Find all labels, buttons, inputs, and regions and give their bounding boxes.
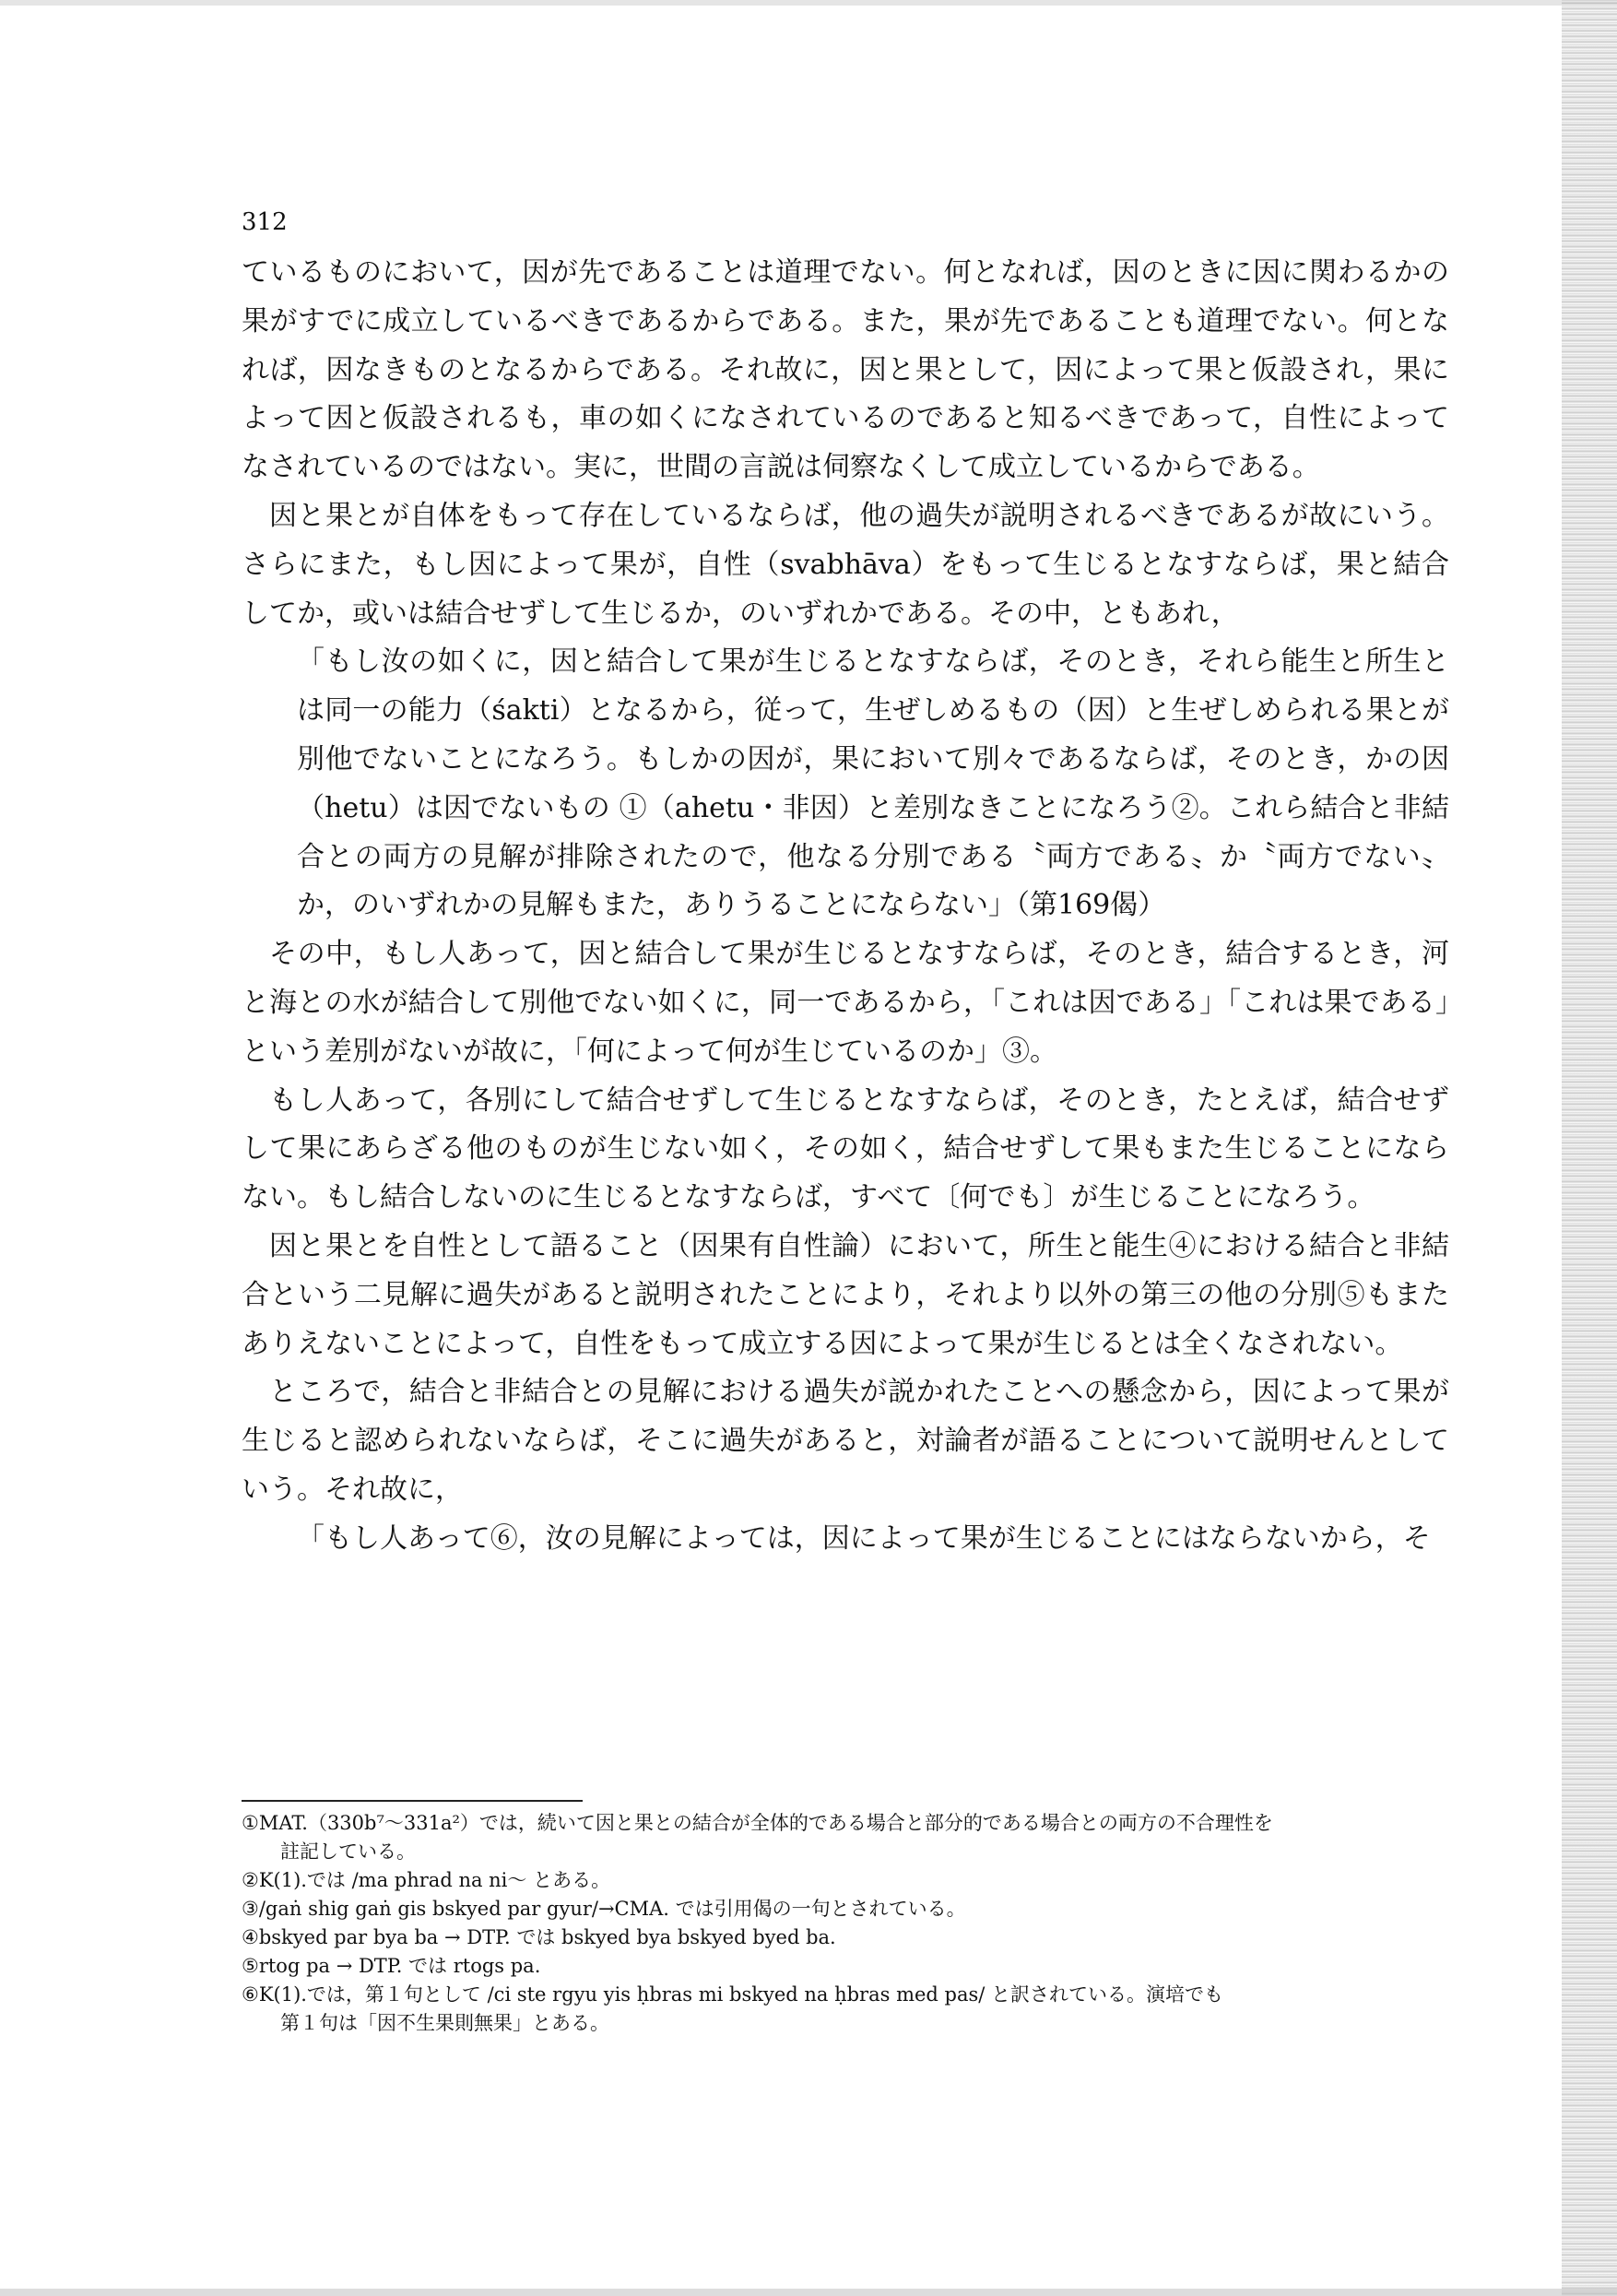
footnote: ④bskyed par bya ba → DTP. では bskyed bya bskyed byed ba. [242,1926,836,1948]
footnote: ⑤rtog pa → DTP. では rtogs pa. [242,1955,541,1977]
body-paragraph: 因と果とが自体をもって存在しているならば，他の過失が説明されるべきであるが故にいう。さらにまた，もし因によって果が，自性（svabhāva）をもって生じるとなすならば，果と結合してか，或いは結合せずして生じるか，のいずれかである。その中，ともあれ， [242,499,1449,630]
page-number: 312 [242,208,288,236]
body-paragraph: 因と果とを自性として語ること（因果有自性論）において，所生と能生④における結合と非結合という二見解に過失があると説明されたことにより，それより以外の第三の他の分別⑤もまたありえないことによって，自性をもって成立する因によって果が生じるとは全くなされない。 [242,1229,1449,1360]
body-paragraph: もし人あって，各別にして結合せずして生じるとなすならば，そのとき，たとえば，結合せずして果にあらざる他のものが生じない如く，その如く，結合せずして果もまた生じることにならない。もし結合しないのに生じるとなすならば，すべて〔何でも〕が生じることになろう。 [242,1083,1449,1214]
footnote: ③/gaṅ shig gaṅ gis bskyed par gyur/→CMA. では引用偈の一句とされている。 [242,1898,966,1920]
body-paragraph: ているものにおいて，因が先であることは道理でない。何となれば，因のときに因に関わるかの果がすでに成立しているべきであるからである。また，果が先であることも道理でない。何となれば，因なきものとなるからである。それ故に，因と果として，因によって果と仮設され，果によって因と仮設されるも，車の如くになされているのであると知るべきであって，自性によってなされているのではない。実に，世間の言説は伺察なくして成立しているからである。 [242,256,1449,484]
verse-quote: 「もし人あって⑥，汝の見解によっては，因によって果が生じることにはならないから，そ [297,1521,1431,1555]
body-paragraph: ところで，結合と非結合との見解における過失が説かれたことへの懸念から，因によって果が生じると認められないならば，そこに過失があると，対論者が語ることについて説明せんとしていう。それ故に， [242,1376,1449,1506]
footnote: 第１句は「因不生果則無果」とある。 [280,2012,609,2034]
footnote: 註記している。 [280,1840,416,1863]
scan-border-top [0,0,1617,6]
verse-quote: 「もし汝の如くに，因と結合して果が生じるとなすならば，そのとき，それら能生と所生とは同一の能力（śakti）となるから，従って，生ぜしめるもの（因）と生ぜしめられる果とが別他でないことになろう。もしかの因が，果において別々であるならば，そのとき，かの因（hetu）は因でないもの ①（ahetu・非因）と差別なきことになろう②。これら結合と非結合との両方の見解が排除されたので，他なる分別である〝両方である〟か〝両方でない〟か，のいずれかの見解もまた，ありうることにならない」（第169偈） [297,645,1449,922]
footnotes [242,1809,1449,2038]
body-paragraph: その中，もし人あって，因と結合して果が生じるとなすならば，そのとき，結合するとき，河と海との水が結合して別他でない如くに，同一であるから，「これは因である」「これは果である」という差別がないが故に，「何によって何が生じているのか」③。 [242,938,1449,1068]
footnote: ②K(1).では /ma phrad na ni～ とある。 [242,1869,611,1891]
scan-border-right [1562,0,1617,2296]
main-text [242,249,1449,1564]
scan-border-bottom [0,2289,1617,2296]
footnote-divider [242,1800,583,1802]
footnote: ①MAT.（330b⁷～331a²）では，続いて因と果との結合が全体的である場合と部分的である場合との両方の不合理性を [242,1812,1273,1834]
footnote: ⑥K(1).では，第１句として /ci ste rgyu yis ḥbras mi bskyed na ḥbras med pas/ と訳されている。演培でも [242,1983,1224,2006]
